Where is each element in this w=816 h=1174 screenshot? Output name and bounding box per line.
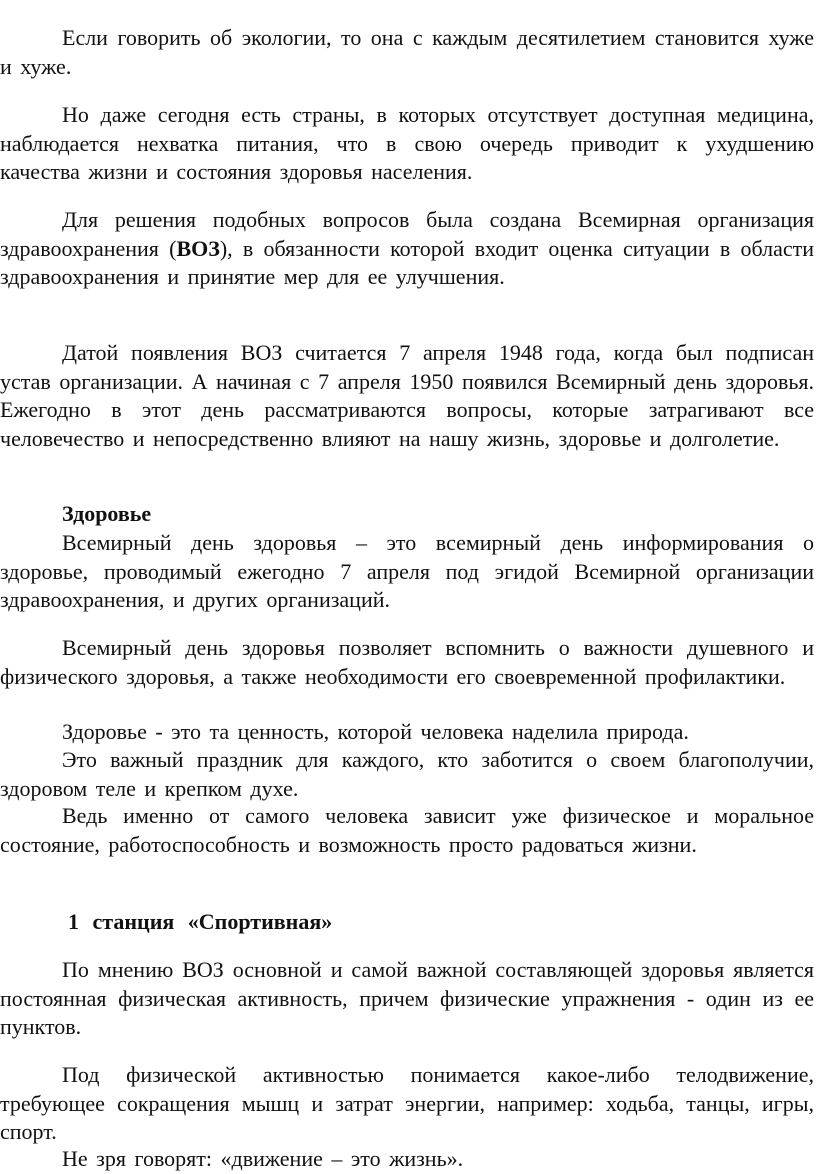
paragraph-health-day: Всемирный день здоровья – это всемирный день информирования о здоровье, проводимый ежегодно 7 апреля под эгидой Всемирной организации здравоохранения, и других организаций. <box>0 530 814 613</box>
heading-station-sport: 1 станция «Спортивная» <box>68 909 333 934</box>
heading-health: Здоровье <box>62 501 152 526</box>
paragraph-who-creation-text-end: ), в обязанности которой входит оценка ситуации в области здравоохранения и принятие мер для ее улучшения. <box>0 235 814 290</box>
paragraph-ecology: Если говорить об экологии, то она с каждым десятилетием становится хуже и хуже. <box>0 25 814 79</box>
paragraph-movement-life: Не зря говорят: «движение – это жизнь». <box>62 1146 464 1171</box>
who-abbreviation: ВОЗ <box>176 235 220 261</box>
paragraph-responsibility: Ведь именно от самого человека зависит уже физическое и моральное состояние, работоспособность и возможность просто радоваться жизни. <box>0 803 814 857</box>
paragraph-activity-definition: Под физической активностью понимается какое-либо телодвижение, требующее сокращения мышц и затрат энергии, например: ходьба, танцы, игры, спорт. <box>0 1062 814 1145</box>
paragraph-who-creation <box>0 206 814 292</box>
paragraph-who-date: Датой появления ВОЗ считается 7 апреля 1948 года, когда был подписан устав организации. А начиная с 7 апреля 1950 появился Всемирный день здоровья. Ежегодно в этот день рассматриваются вопросы, которые затрагивают все человечество и непосредственно влияют на нашу жизнь, здоровье и долголетие. <box>0 340 814 451</box>
paragraph-physical-activity: По мнению ВОЗ основной и самой важной составляющей здоровья является постоянная физическая активность, причем физические упражнения - один из ее пунктов. <box>0 957 814 1040</box>
paragraph-health-importance: Всемирный день здоровья позволяет вспомнить о важности душевного и физического здоровья, а также необходимости его своевременной профилактики. <box>0 635 814 689</box>
paragraph-who-creation-text-start: Для решения подобных вопросов была создана Всемирная организация здравоохранения ( <box>0 207 814 261</box>
paragraph-holiday: Это важный праздник для каждого, кто заботится о своем благополучии, здоровом теле и крепком духе. <box>0 747 814 801</box>
paragraph-health-value: Здоровье - это та ценность, которой человека наделила природа. <box>62 719 689 744</box>
paragraph-medicine: Но даже сегодня есть страны, в которых отсутствует доступная медицина, наблюдается нехватка питания, что в свою очередь приводит к ухудшению качества жизни и состояния здоровья населения. <box>0 102 814 185</box>
